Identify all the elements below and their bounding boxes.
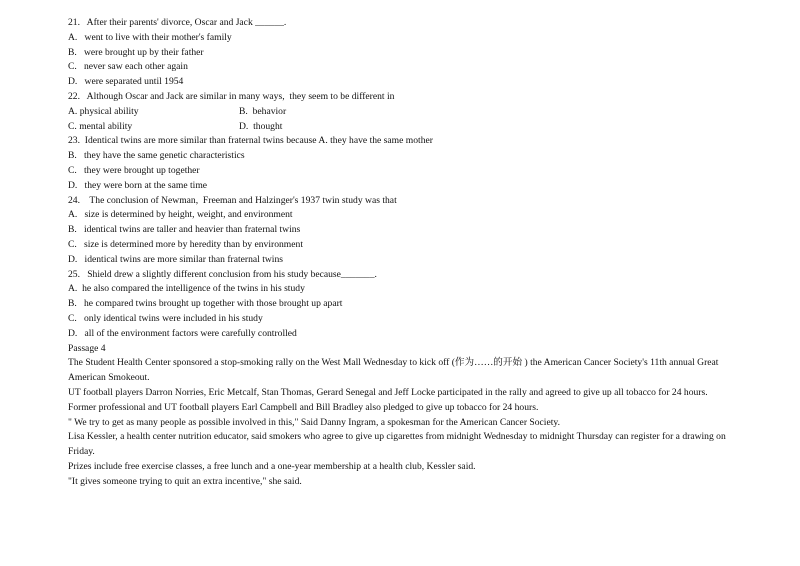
option-b: B. they have the same genetic characteristics bbox=[68, 150, 245, 162]
document-page bbox=[68, 16, 748, 490]
passage-paragraph: "It gives someone trying to quit an extra incentive," she said. bbox=[68, 475, 302, 487]
question-24 bbox=[68, 194, 748, 268]
option-d: D. all of the environment factors were carefully controlled bbox=[68, 327, 297, 339]
option-c: C. only identical twins were included in his study bbox=[68, 312, 263, 324]
question-stem: 22. Although Oscar and Jack are similar in many ways, they seem to be different in bbox=[68, 90, 395, 102]
option-a: A. went to live with their mother's family bbox=[68, 31, 232, 43]
question-stem: 25. Shield drew a slightly different conclusion from his study because_______. bbox=[68, 268, 377, 280]
passage-4 bbox=[68, 342, 748, 490]
passage-paragraph: Former professional and UT football players Earl Campbell and Bill Bradley also pledged to give up tobacco for 24 hours. bbox=[68, 401, 539, 413]
passage-paragraph: " We try to get as many people as possible involved in this," Said Danny Ingram, a spokesman for the American Cancer Society. bbox=[68, 416, 560, 428]
option-b: B. he compared twins brought up together with those brought up apart bbox=[68, 298, 343, 310]
option-row bbox=[68, 105, 748, 120]
question-25 bbox=[68, 268, 748, 342]
option-c: C. size is determined more by heredity than by environment bbox=[68, 238, 303, 250]
option-c: C. never saw each other again bbox=[68, 61, 188, 73]
question-21 bbox=[68, 16, 748, 90]
passage-paragraph: The Student Health Center sponsored a stop-smoking rally on the West Mall Wednesday to kick off (作为……的开始 ) the American Cancer Society's 11th annual Great American Smokeout. bbox=[68, 357, 719, 384]
option-b: B. were brought up by their father bbox=[68, 46, 204, 58]
passage-paragraph: Lisa Kessler, a health center nutrition educator, said smokers who agree to give up cigarettes from midnight Wednesday to midnight Thursday can register for a drawing on Friday. bbox=[68, 431, 726, 458]
question-23 bbox=[68, 134, 748, 193]
option-d: D. they were born at the same time bbox=[68, 179, 208, 191]
option-a: A. size is determined by height, weight, and environment bbox=[68, 209, 293, 221]
option-a: A. physical ability bbox=[68, 105, 139, 117]
question-stem: 24. The conclusion of Newman, Freeman and Halzinger's 1937 twin study was that bbox=[68, 194, 397, 206]
option-c: C. mental ability bbox=[68, 120, 133, 132]
option-a: A. he also compared the intelligence of the twins in his study bbox=[68, 283, 305, 295]
option-d: D. thought bbox=[239, 120, 283, 132]
passage-paragraph: UT football players Darron Norries, Eric Metcalf, Stan Thomas, Gerard Senegal and Jeff Locke participated in the rally and agreed to give up all tobacco for 24 hours. bbox=[68, 386, 708, 398]
passage-paragraph: Prizes include free exercise classes, a free lunch and a one-year membership at a health club, Kessler said. bbox=[68, 460, 476, 472]
question-stem: 23. Identical twins are more similar than fraternal twins because A. they have the same mother bbox=[68, 135, 433, 147]
option-d: D. identical twins are more similar than fraternal twins bbox=[68, 253, 283, 265]
question-stem: 21. After their parents' divorce, Oscar and Jack ______. bbox=[68, 17, 287, 28]
option-b: B. behavior bbox=[239, 105, 287, 117]
question-22 bbox=[68, 90, 748, 134]
option-d: D. were separated until 1954 bbox=[68, 76, 184, 88]
option-row bbox=[68, 120, 748, 135]
passage-title: Passage 4 bbox=[68, 342, 106, 354]
option-b: B. identical twins are taller and heavier than fraternal twins bbox=[68, 224, 301, 236]
option-c: C. they were brought up together bbox=[68, 164, 200, 176]
